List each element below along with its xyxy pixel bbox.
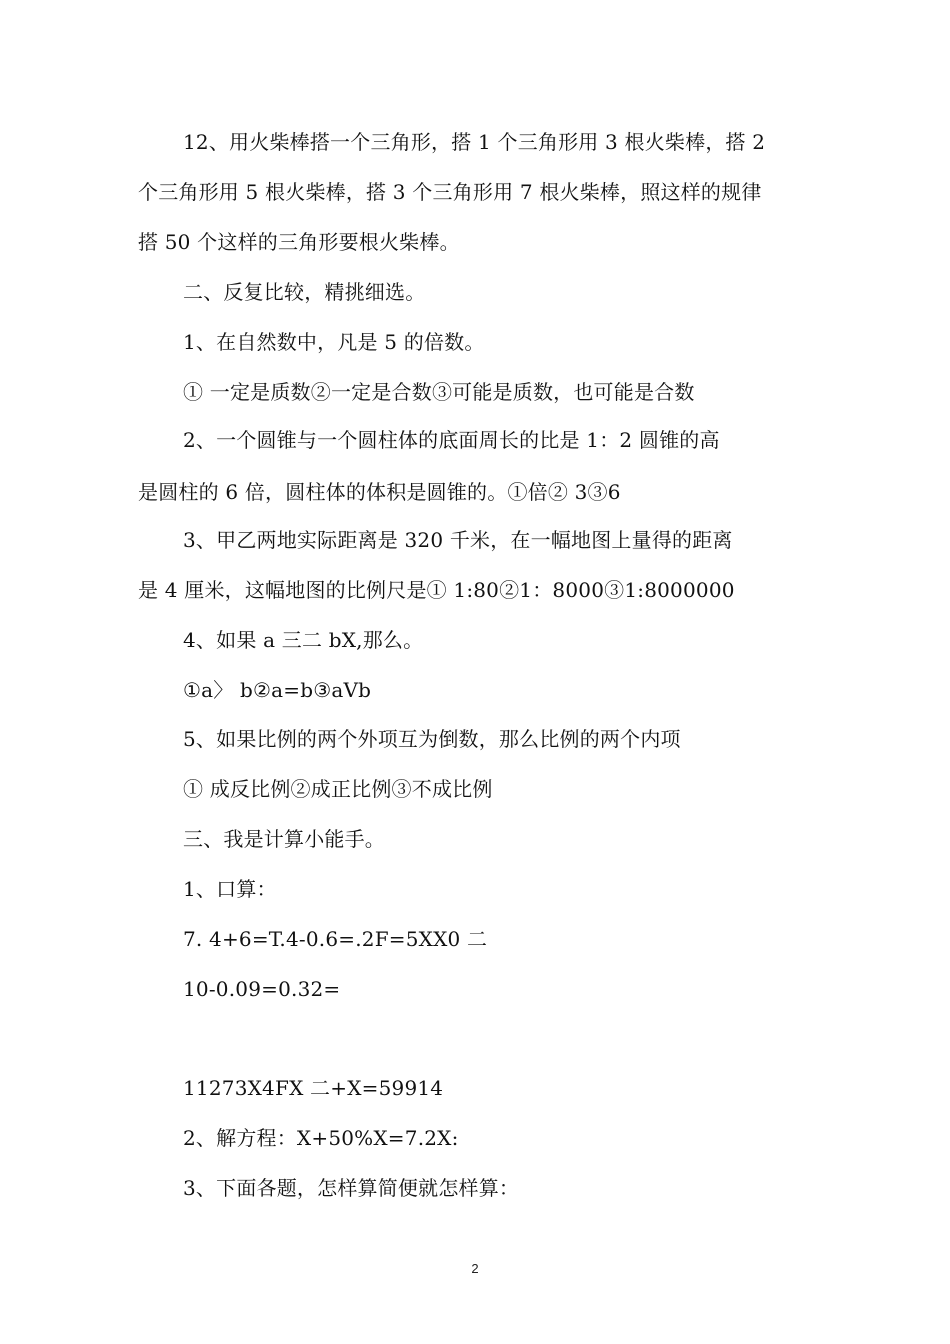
text-line: 1、口算： [183, 877, 277, 901]
section-heading: 三、我是计算小能手。 [183, 827, 385, 851]
text-line: 4、如果 a 三二 bX,那么。 [183, 628, 424, 652]
text-line: 10-0.09=0.32= [183, 977, 341, 1001]
text-line: 7. 4+6=T.4-0.6=.2F=5XX0 二 [183, 927, 488, 951]
text-line: 是 4 厘米，这幅地图的比例尺是① 1:80②1：8000③1:8000000 [138, 578, 735, 602]
section-heading: 二、反复比较，精挑细选。 [183, 280, 426, 304]
text-line: 搭 50 个这样的三角形要根火柴棒。 [138, 230, 460, 254]
text-line: 是圆柱的 6 倍，圆柱体的体积是圆锥的。①倍② 3③6 [138, 480, 621, 504]
text-line: 个三角形用 5 根火柴棒，搭 3 个三角形用 7 根火柴棒，照这样的规律 [138, 180, 762, 204]
text-line: ① 一定是质数②一定是合数③可能是质数，也可能是合数 [183, 380, 695, 404]
text-line: ① 成反比例②成正比例③不成比例 [183, 777, 493, 801]
text-line: 2、一个圆锥与一个圆柱体的底面周长的比是 1：2 圆锥的高 [183, 428, 720, 452]
text-line: 11273X4FX 二+X=59914 [183, 1076, 444, 1100]
text-line: 2、解方程：X+50%X=7.2X: [183, 1126, 459, 1150]
text-line: 1、在自然数中，凡是 5 的倍数。 [183, 330, 485, 354]
text-line: 3、甲乙两地实际距离是 320 千米，在一幅地图上量得的距离 [183, 528, 733, 552]
page-number: 2 [471, 1261, 479, 1276]
text-line: 5、如果比例的两个外项互为倒数，那么比例的两个内项 [183, 727, 681, 751]
text-line: 3、下面各题，怎样算简便就怎样算： [183, 1176, 520, 1200]
text-line: ①a〉 b②a=b③aVb [183, 678, 372, 702]
text-line: 12、用火柴棒搭一个三角形，搭 1 个三角形用 3 根火柴棒，搭 2 [183, 130, 766, 154]
